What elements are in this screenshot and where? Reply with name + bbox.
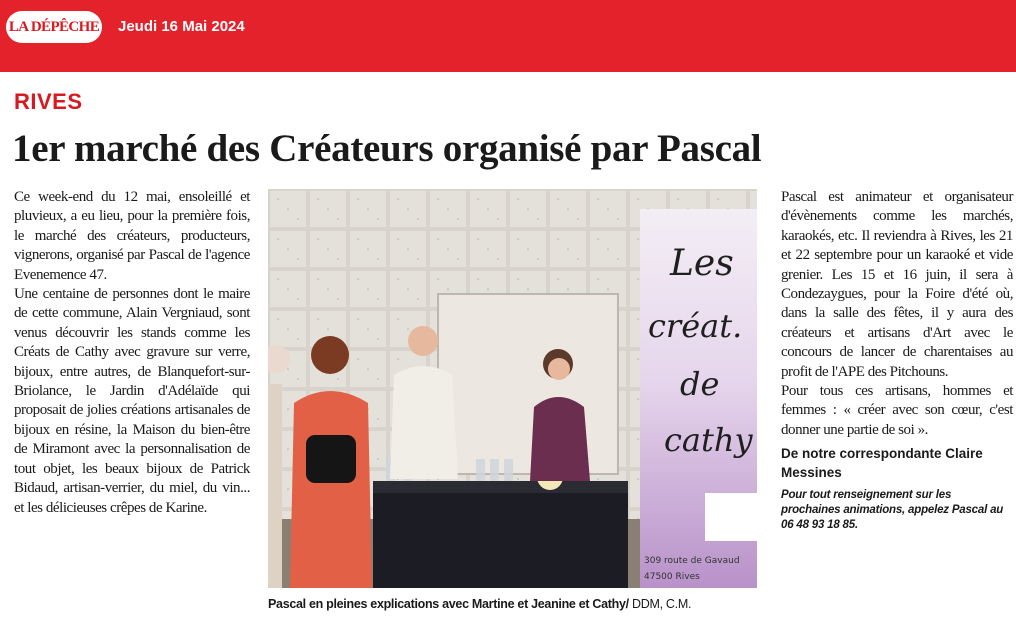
glass [476, 459, 485, 481]
table [373, 489, 628, 588]
article-column-right [781, 188, 1013, 533]
newspaper-logo[interactable] [6, 11, 102, 43]
banner-postcode: 47500 Rives [644, 572, 700, 582]
banner-sign [705, 493, 757, 541]
banner-line: créat. [648, 307, 743, 345]
paragraph: Pascal est animateur et organisateur d'évènements comme les marchés, karaokés, etc. Il reviendra à Rives, les 21 et 22 septembre pour un karaoké et vide grenier. Les 15 et 16 juin, il sera à Condezaygues, pour la Foire d'été où, dans la salle des fêtes, il y aura des créateurs et artisans d'Art avec le concours de lancer de charentaises au profit de l'APE des Pitchouns. [781, 189, 1013, 380]
glass [490, 459, 499, 481]
paragraph: Une centaine de personnes dont le maire de cette commune, Alain Vergniaud, sont venus découvrir les stands comme les Créats de Cathy avec gravure sur verre, bijoux, entre autres, de Blanquefort-sur-Briolance, le Jardin d'Adélaïde qui proposait de jolies créations artisanales de bijoux en résine, la Maison du bien-être de Miramont avec la personnalisation de tout objet, les beaux bijoux de Patrick Bidaud, artisan-verrier, du miel, du vin... et les délicieuses crêpes de Karine. [14, 286, 250, 516]
issue-date: Jeudi 16 Mai 2024 [118, 18, 245, 35]
banner-line: cathy [664, 421, 753, 459]
glass [504, 459, 513, 481]
paragraph: Pour tous ces artisans, hommes et femmes : « créer avec son cœur, c'est donner une partie de soi ». [781, 383, 1013, 438]
article-photo[interactable] [268, 189, 757, 588]
caption-text: Pascal en pleines explications avec Martine et Jeanine et Cathy/ [268, 597, 629, 611]
paragraph: Ce week-end du 12 mai, ensoleillé et pluvieux, a eu lieu, pour la première fois, le marché des créateurs, producteurs, vignerons, organisé par Pascal de l'agence Evenemence 47. [14, 189, 250, 283]
article-column-left [14, 188, 250, 518]
section-label: RIVES [14, 89, 83, 114]
banner-address: 309 route de Gavaud [644, 556, 740, 566]
banner-line: Les [670, 243, 734, 284]
photo-caption [268, 597, 763, 611]
door [438, 294, 618, 474]
photo-illustration [268, 189, 757, 588]
photo-credit: DDM, C.M. [632, 597, 692, 611]
newspaper-logo-text: LA DÉPÊCHE [8, 18, 100, 35]
table-top [373, 481, 628, 493]
masthead-bar [0, 0, 1016, 72]
banner-line: de [680, 365, 720, 403]
info-note: Pour tout renseignement sur les prochaines animations, appelez Pascal au 06 48 93 18 85. [781, 489, 1004, 532]
author-signature: De notre correspondante Claire Messines [781, 446, 983, 481]
article-title: 1er marché des Créateurs organisé par Pascal [12, 127, 762, 170]
